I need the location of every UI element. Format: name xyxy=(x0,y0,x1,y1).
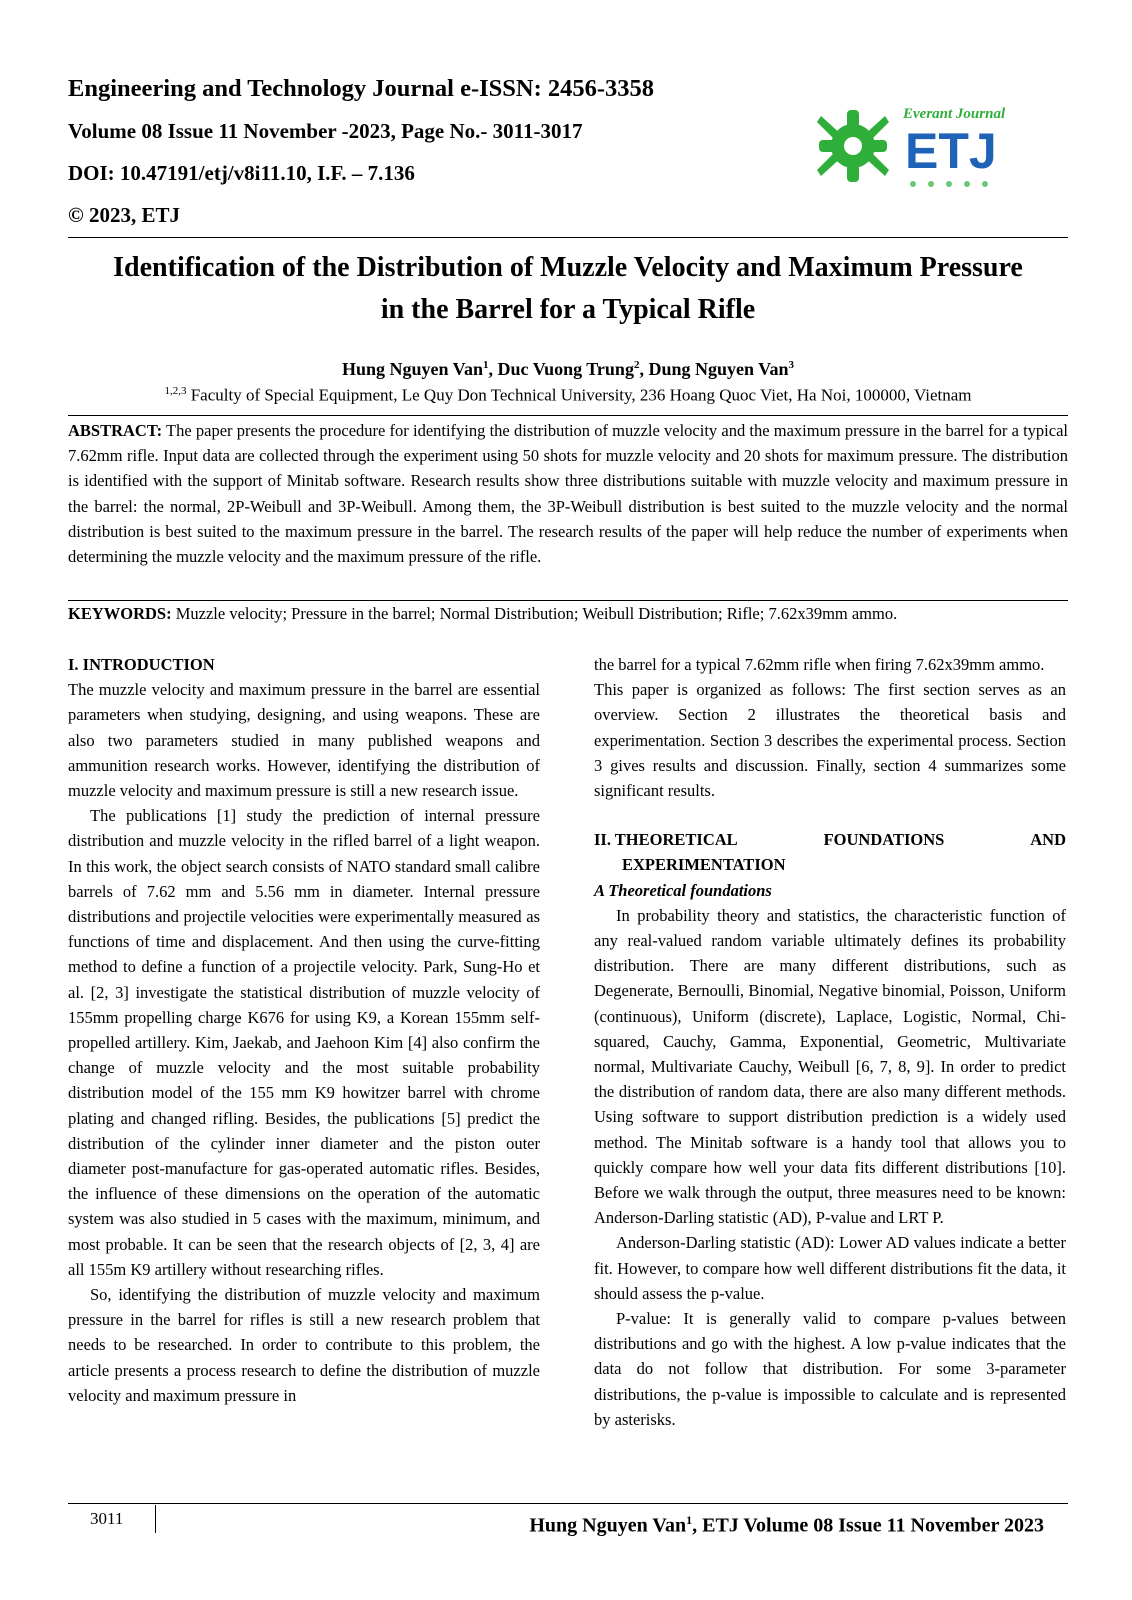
logo-caption: Everant Journal xyxy=(903,106,1006,122)
right-column xyxy=(594,652,1066,1432)
spacer xyxy=(594,803,1066,827)
page-number: 3011 xyxy=(90,1509,124,1528)
abstract xyxy=(68,418,1068,569)
theory-paragraph-3: P-value: It is generally valid to compare p-values between distributions and go with the highest. A low p-value indicates that the data do not follow that distribution. For some 3-parameter distributions, the p-value is impossible to calculate and is represented by asterisks. xyxy=(594,1309,1066,1429)
organization-paragraph: This paper is organized as follows: The first section serves as an overview. Section 2 illustrates the theoretical basis and experimentation. Section 3 describes the experimental process. Section 3 gives results and discussion. Finally, section 4 summarizes some significant results. xyxy=(594,680,1066,801)
footer-sup: 1 xyxy=(686,1513,693,1527)
heading-word-3: AND xyxy=(1030,830,1066,850)
header-rule xyxy=(68,237,1068,238)
affiliation xyxy=(68,380,1068,407)
abstract-text: The paper presents the procedure for identifying the distribution of muzzle velocity and the maximum pressure in the barrel for a typical 7.62mm rifle. Input data are collected through the experiment using 50 shots for muzzle velocity and 20 shots for maximum pressure. The distribution is identified with the support of Minitab software. Research results show three distributions suitable with muzzle velocity and maximum pressure in the barrel: the normal, 2P-Weibull and 3P-Weibull. Among them, the 3P-Weibull distribution is best suited to the muzzle velocity and the normal distribution is best suited to the maximum pressure in the barrel. The research results of the paper will help reduce the number of experiments when determining the muzzle velocity and the maximum pressure of the rifle. xyxy=(68,421,1068,567)
heading-word-1: II. THEORETICAL xyxy=(594,830,738,850)
doi-info: DOI: 10.47191/etj/v8i11.10, I.F. – 7.136 xyxy=(68,161,415,185)
author-2-sup: 2 xyxy=(633,359,640,371)
left-column xyxy=(68,652,540,1408)
keywords-text: Muzzle velocity; Pressure in the barrel; Normal Distribution; Weibull Distribution; Rifle; 7.62x39mm ammo. xyxy=(175,604,898,623)
footer-journal: , ETJ Volume 08 Issue 11 November 2023 xyxy=(692,1514,1044,1537)
author-list: Hung Nguyen Van$^1$, Duc Vuong Trung$^2$, Dung Nguyen Van$^3$ xyxy=(341,359,795,379)
paper-title xyxy=(68,247,1068,331)
footer-citation xyxy=(529,1508,1044,1538)
title-line-1: Identification of the Distribution of Muzzle Velocity and Maximum Pressure xyxy=(113,252,1023,283)
section-heading-theory xyxy=(594,827,1066,852)
intro-paragraph-3: So, identifying the distribution of muzzle velocity and maximum pressure in the barrel for rifles is still a new research problem that needs to be researched. In order to contribute to this problem, the article presents a process research to define the distribution of muzzle velocity and maximum pressure in xyxy=(68,1285,540,1405)
subsection-heading: A Theoretical foundations xyxy=(594,880,772,900)
intro-paragraph-continued: the barrel for a typical 7.62mm rifle when firing 7.62x39mm ammo. xyxy=(594,655,1045,674)
theory-paragraph-1: In probability theory and statistics, the characteristic function of any real-valued random variable ultimately defines its probability distribution. There are many different distributions, such as Degenerate, Bernoulli, Binomial, Negative binomial, Poisson, Uniform (continuous), Uniform (discrete), Laplace, Logistic, Normal, Chi-squared, Cauchy, Gamma, Exponential, Geometric, Multivariate normal, Multivariate Cauchy, Weibull [6, 7, 8, 9]. In order to predict the distribution of random data, there are also many different methods. Using software to support distribution prediction is a widely used method. The Minitab software is a handy tool that allows you to quickly compare how well your data fits different distributions [10]. Before we walk through the output, three measures need to be known: Anderson-Darling statistic (AD), P-value and LRT P. xyxy=(594,905,1066,1228)
title-line-2: in the Barrel for a Typical Rifle xyxy=(380,294,756,325)
section-heading-introduction: I. INTRODUCTION xyxy=(68,655,215,674)
footer-rule xyxy=(68,1503,1068,1504)
journal-name: Engineering and Technology Journal e-ISSN: 2456-3358 xyxy=(68,75,655,102)
logo-letters: ETJ xyxy=(905,123,997,179)
author-1-sup: 1 xyxy=(483,359,489,371)
theory-paragraph-2: Anderson-Darling statistic (AD): Lower AD values indicate a better fit. However, to compare how well different distributions fit the data, it should assess the p-value. xyxy=(594,1233,1066,1303)
abstract-label: ABSTRACT: xyxy=(68,421,163,440)
section-heading-theory-line2: EXPERIMENTATION xyxy=(622,855,786,875)
keywords xyxy=(68,602,1068,626)
volume-info: Volume 08 Issue 11 November -2023, Page No.- 3011-3017 xyxy=(68,119,583,143)
affiliation-sup: 1,2,3 xyxy=(164,385,187,397)
heading-word-2: FOUNDATIONS xyxy=(823,830,945,850)
author-3: Dung Nguyen Van xyxy=(648,359,789,379)
intro-paragraph-1: The muzzle velocity and maximum pressure in the barrel are essential parameters when studying, designing, and using weapons. These are also two parameters studied in many published weapons and ammunition research works. However, identifying the distribution of muzzle velocity and maximum pressure is still a new research issue. xyxy=(68,680,540,801)
keywords-label: KEYWORDS: xyxy=(68,604,172,623)
author-3-sup: 3 xyxy=(788,359,795,371)
abstract-rule-top xyxy=(68,415,1068,416)
etj-logo xyxy=(813,96,1023,196)
affiliation-text: Faculty of Special Equipment, Le Quy Don Technical University, 236 Hoang Quoc Viet, Ha Noi, 100000, Vietnam xyxy=(190,385,972,405)
intro-paragraph-2: The publications [1] study the prediction of internal pressure distribution and muzzle velocity in the rifled barrel of a light weapon. In this work, the object search consists of NATO standard small calibre barrels of 7.62 mm and 5.56 mm in diameter. Internal pressure distributions and projectile velocities were experimentally measured as functions of time and displacement. And then using the curve-fitting method to define a function of a projectile velocity. Park, Sung-Ho et al. [2, 3] investigate the statistical distribution of muzzle velocity of 155mm propelling charge K676 for using K9, a Korean 155mm self-propelled artillery. Kim, Jaekab, and Jaehoon Kim [4] also confirm the change of muzzle velocity and the most suitable probability distribution model of the 155 mm K9 howitzer barrel with chrome plating and changed rifling. Besides, the publications [5] predict the distribution of the cylinder inner diameter and the piston outer diameter post-manufacture for gas-operated automatic rifles. Besides, the influence of these dimensions on the operation of the automatic system was also studied in 5 cases with the maximum, minimum, and most probable. It can be seen that the research objects of [2, 3, 4] are all 155m K9 artillery without researching rifles. xyxy=(68,806,540,1279)
journal-header xyxy=(68,68,1068,238)
author-2: Duc Vuong Trung xyxy=(497,359,634,379)
copyright: © 2023, ETJ xyxy=(68,203,180,227)
footer-divider xyxy=(155,1505,156,1533)
author-1: Hung Nguyen Van xyxy=(341,359,484,379)
footer-author: Hung Nguyen Van xyxy=(529,1514,687,1537)
abstract-rule-bottom xyxy=(68,600,1068,601)
